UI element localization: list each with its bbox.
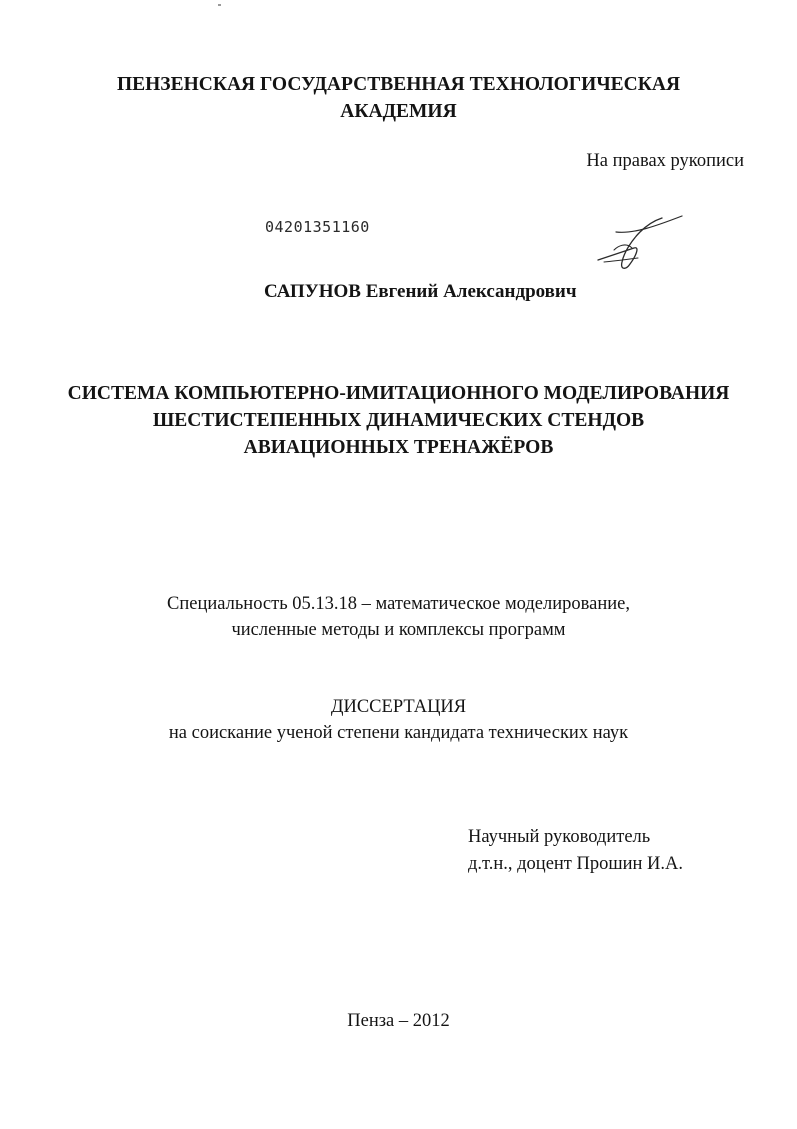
dissertation-title-line3: АВИАЦИОННЫХ ТРЕНАЖЁРОВ (243, 437, 554, 458)
advisor-name: д.т.н., доцент Прошин И.А. (468, 854, 684, 874)
specialty-line2: численные методы и комплексы программ (231, 620, 566, 640)
author-given-names: Евгений Александрович (365, 281, 577, 302)
work-type-subheading: на соискание ученой степени кандидата технических наук (168, 723, 629, 743)
institution-name-line2: АКАДЕМИЯ (340, 101, 457, 122)
advisor-label: Научный руководитель (468, 827, 651, 847)
dissertation-title-line1: СИСТЕМА КОМПЬЮТЕРНО-ИМИТАЦИОННОГО МОДЕЛИРОВАНИЯ (67, 383, 730, 404)
author-surname: САПУНОВ (264, 281, 361, 302)
author-name (264, 281, 577, 303)
author-signature-icon (596, 212, 686, 274)
institution-name-line1: ПЕНЗЕНСКАЯ ГОСУДАРСТВЕННАЯ ТЕХНОЛОГИЧЕСКАЯ (116, 74, 681, 95)
place-and-year: Пенза – 2012 (347, 1011, 450, 1031)
work-type-heading: ДИССЕРТАЦИЯ (330, 697, 467, 717)
scan-speck (218, 4, 221, 6)
registration-stamp-number: 04201351160 (265, 218, 370, 236)
rights-note: На правах рукописи (586, 151, 744, 171)
dissertation-title-line2: ШЕСТИСТЕПЕННЫХ ДИНАМИЧЕСКИХ СТЕНДОВ (152, 410, 645, 431)
specialty-line1: Специальность 05.13.18 – математическое моделирование, (167, 594, 630, 614)
